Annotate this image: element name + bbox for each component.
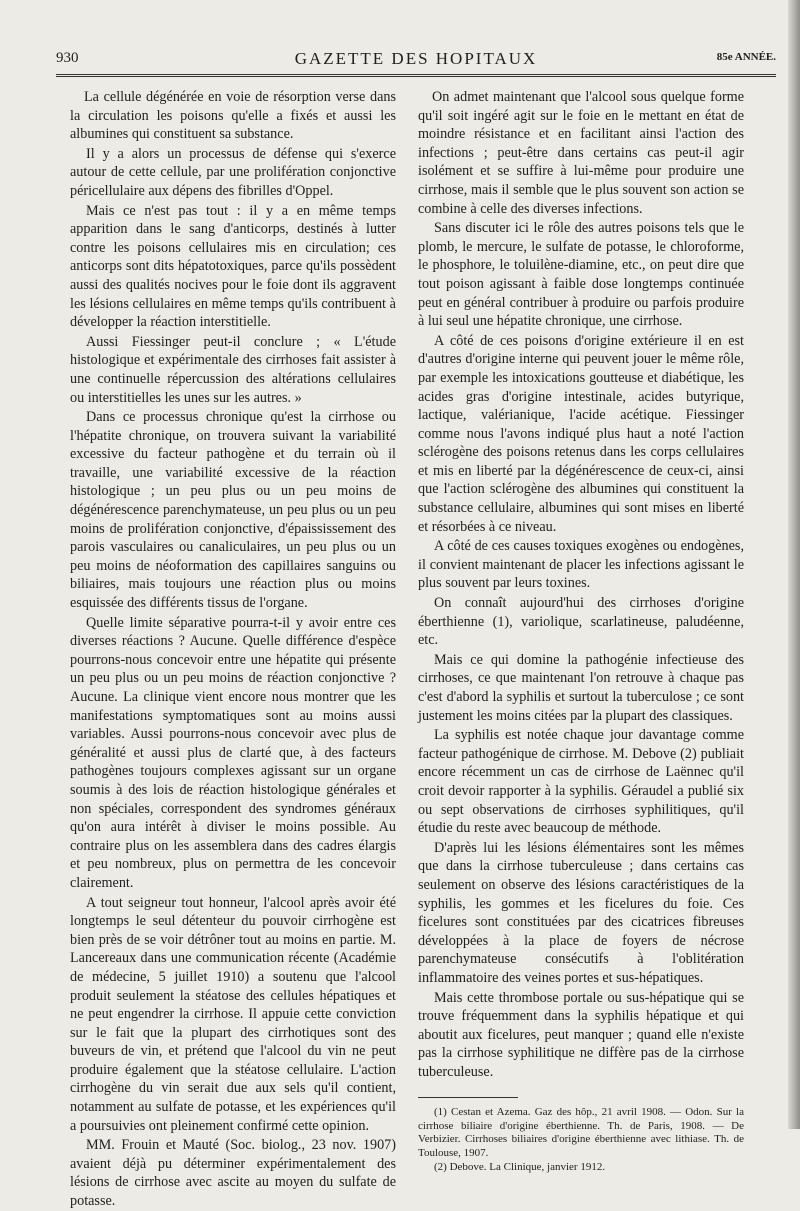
footnote-divider [418, 1097, 518, 1098]
paragraph: Sans discuter ici le rôle des autres poisons tels que le plomb, le mercure, le sulfate de potasse, le chloroforme, le phosphore, le toluilène-diamine, etc., on peut dire que tout poison agissant à faible dose longtemps continuée peut en général contribuer à produire ou parfois produire à lui seul une hépatite chronique, une cirrhose. [418, 220, 744, 330]
paragraph: Il y a alors un processus de défense qui s'exerce autour de cette cellule, par une prolifération conjonctive péricellulaire aux dépens des fibrilles d'Oppel. [70, 145, 396, 199]
left-column [70, 88, 396, 1211]
paragraph: A côté de ces causes toxiques exogènes ou endogènes, il convient maintenant de placer les infections agissant le plus souvent par leurs toxines. [418, 538, 744, 592]
paragraph: Mais ce n'est pas tout : il y a en même temps apparition dans le sang d'anticorps, destinés à lutter contre les poisons cellulaires mis en circulation; ces anticorps sont dits hépatotoxiques, parce qu'ils possèdent aussi des qualités nocives pour le foie dont ils aggravent les lésions cellulaires en même temps qu'ils contribuent à développer la réaction interstitielle. [70, 202, 396, 331]
paragraph: A tout seigneur tout honneur, l'alcool après avoir été longtemps le seul détenteur du pouvoir cirrhogène est bien près de se voir détrôner tout au moins en partie. M. Lancereaux dans une communication récente (Académie de médecine, 5 juillet 1910) a soutenu que l'alcool produit seulement la stéatose des cellules hépatiques et ne peut engendrer la cirrhose. Il appuie cette conviction sur le fait que la plupart des cirrhotiques sont des buveurs de vin, et prétend que l'alcool du vin ne peut produire également que la stéatose cellulaire. L'action cirrhogène du vin serait due aux sels qu'il contient, notamment au sulfate de potasse, et les expériences qu'il a poursuivies ont pleinement confirmé cette opinion. [70, 894, 396, 1134]
paragraph: La cellule dégénérée en voie de résorption verse dans la circulation les poisons qu'elle a fixés et aussi les albumines qui constituent sa substance. [70, 89, 396, 143]
page-header [56, 44, 776, 77]
journal-title: GAZETTE DES HOPITAUX [294, 49, 538, 68]
paragraph: On connaît aujourd'hui des cirrhoses d'origine éberthienne (1), variolique, scarlatineuse, paludéenne, etc. [418, 595, 744, 649]
footnote: (1) Cestan et Azema. Gaz des hôp., 21 avril 1908. — Odon. Sur la cirrhose biliaire d'origine éberthienne. Th. de Paris, 1908. — De Verbizier. Cirrhoses biliaires d'origine éberthienne avec lithiase. Th. de Toulouse, 1907. [418, 1106, 744, 1159]
paragraph: Quelle limite séparative pourra-t-il y avoir entre ces diverses réactions ? Aucune. Quelle différence d'espèce pourrons-nous concevoir entre une hépatite qui présente un peu plus ou un peu moins de réaction conjonctive ? Aucune. La clinique vient encore nous montrer que les manifestations symptomatiques sont au moins aussi variables. Aussi pourrons-nous concevoir avec plus de généralité et aussi plus de clarté que, à des facteurs pathogènes toujours complexes agissant sur un organe soumis à des lois de réaction histologique générales et non spéciales, correspondent des syndromes généraux qu'on aura intérêt à diviser le moins possible. Au contraire plus on les assemblera dans des cadres élargis et peu nombreux, plus on permettra de les concevoir clairement. [70, 614, 396, 891]
paragraph: On admet maintenant que l'alcool sous quelque forme qu'il soit ingéré agit sur le foie en le mettant en état de moindre résistance et en facilitant ainsi l'action des infections ; peut-être dans certains cas peut-il agir isolément et se suffire à lui-même pour produire une cirrhose, mais il semble que le plus souvent son action se combine à celle des diverses infections. [418, 89, 744, 217]
paragraph: Mais cette thrombose portale ou sus-hépatique qui se trouve fréquemment dans la syphilis hépatique et qui aboutit aux ficelures, peut manquer ; quand elle n'existe pas la cirrhose syphilitique ne diffère pas de la cirrhose tuberculeuse. [418, 989, 744, 1080]
page-spine-edge [788, 0, 800, 1129]
paragraph: La syphilis est notée chaque jour davantage comme facteur pathogénique de cirrhose. M. Debove (2) publiait encore récemment un cas de cirrhose de Laënnec qu'il croit devoir rapporter à la syphilis. Géraudel a publié six ou sept observations de cirrhoses syphilitiques, qu'il étudie du reste avec beaucoup de méthode. [418, 727, 744, 837]
paragraph: Mais ce qui domine la pathogénie infectieuse des cirrhoses, ce que maintenant l'on retrouve à chaque pas c'est d'abord la syphilis et surtout la tuberculose ; ce sont justement les moins citées par la plupart des classiques. [418, 651, 744, 724]
paragraph: D'après lui les lésions élémentaires sont les mêmes que dans la cirrhose tuberculeuse ; dans certains cas seulement on observe des lésions caractéristiques de la syphilis, les gommes et les ficelures du foie. Ces ficelures sont constituées par des cicatrices fibreuses développées à la place de foyers de nécrose parenchymateuse consécutifs à l'oblitération inflammatoire des veines portes et sus-hépatiques. [418, 839, 744, 986]
right-column [418, 88, 744, 1175]
volume-year: 85e ANNÉE. [716, 51, 776, 63]
footnote: (2) Debove. La Clinique, janvier 1912. [434, 1161, 606, 1174]
paragraph: Aussi Fiessinger peut-il conclure ; « L'étude histologique et expérimentale des cirrhoses fait assister à une continuelle répercussion des altérations cellulaires ou interstitielles les unes sur les autres. » [70, 333, 396, 406]
page-number: 930 [56, 50, 79, 66]
paragraph: MM. Frouin et Mauté (Soc. biolog., 23 nov. 1907) avaient déjà pu déterminer expérimentalement des lésions de cirrhose avec ascite au moyen du sulfate de potasse. [70, 1137, 396, 1210]
paragraph: A côté de ces poisons d'origine extérieure il en est d'autres d'origine interne qui peuvent jouer le même rôle, par exemple les intoxications goutteuse et diabétique, les acides gras d'origine intestinale, acides butyrique, lactique, valérianique, l'acide acétique. Fiessinger comme nous l'avons indiqué plus haut a noté l'action sclérogène des poisons retenus dans les corps cellulaires et mis en liberté par la dégénérescence de ceux-ci, ainsi que l'action sclérogène des albumines qui constituent la substance cellulaire, albumines qui sont mises en liberté et résorbées à ce niveau. [418, 332, 744, 535]
paragraph: Dans ce processus chronique qu'est la cirrhose ou l'hépatite chronique, on trouvera suivant la variabilité excessive du facteur pathogène et du terrain où il travaille, une variabilité excessive de la réaction histologique ; un peu plus ou un peu moins de dégénérescence parenchymateuse, un peu plus ou un peu moins de prolifération conjonctive, d'épaississement des parois vasculaires ou canaliculaires, un peu plus ou un peu moins de néoformation des capillaires sanguins ou biliaires, mais toujours une réaction plus ou moins esquissée des différents tissus de l'organe. [70, 409, 396, 612]
